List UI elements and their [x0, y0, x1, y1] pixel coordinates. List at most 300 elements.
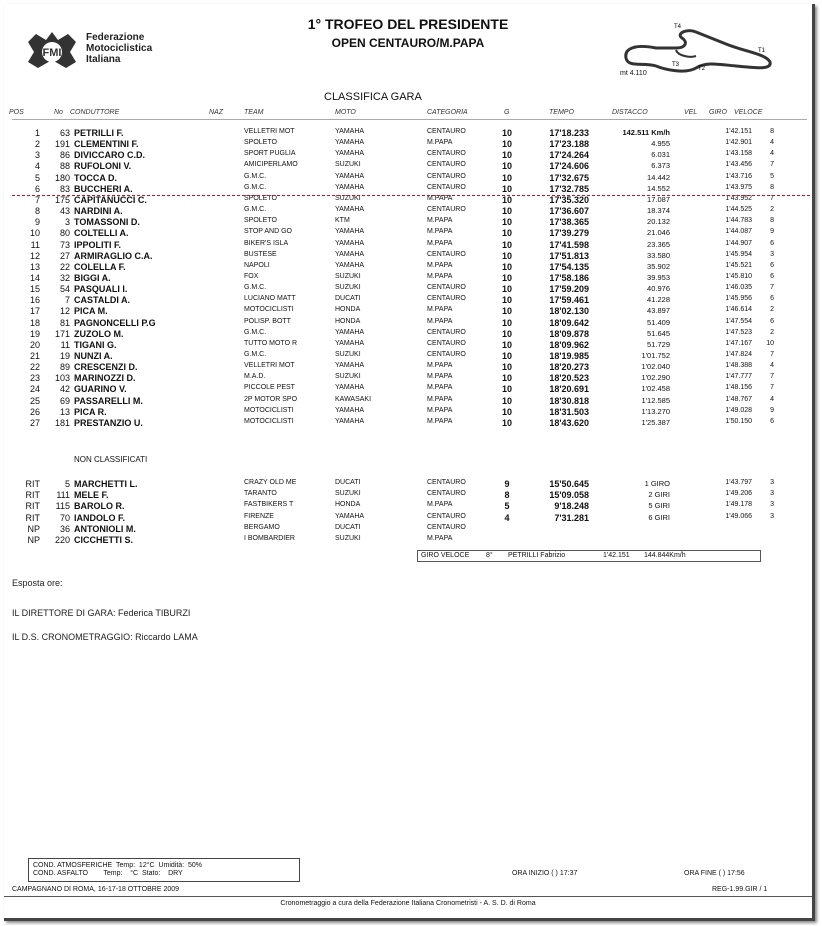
cell-gap: 14.442 [647, 172, 670, 182]
turn-t4: T4 [674, 24, 682, 30]
cell-time: 17'54.135 [549, 261, 589, 272]
cell-best-lap-number: 7 [770, 284, 774, 292]
cell-gap: 1'02.458 [641, 384, 670, 394]
cell-best-lap: 1'47.554 [725, 317, 752, 325]
cell-best-lap-number: 8 [770, 128, 774, 135]
cell-team: AMICIPERLAMO [244, 161, 298, 169]
cell-number: 32 [59, 272, 70, 283]
cell-position: RIT [25, 479, 40, 489]
cell-driver: PETRILLI F. [74, 128, 124, 138]
cell-best-lap: 1'43.456 [725, 161, 752, 169]
section-title: CLASSIFICA GARA [324, 91, 422, 103]
cell-gap: 35.902 [647, 261, 670, 271]
cell-best-lap: 1'43.975 [725, 183, 752, 191]
cell-category: M.PAPA [427, 317, 453, 325]
cell-best-lap: 1'45.810 [725, 272, 752, 280]
cell-driver: PAGNONCELLI P.G [74, 317, 156, 328]
cell-moto: YAMAHA [335, 328, 365, 336]
cell-gap: 14.552 [647, 183, 670, 193]
cell-driver: ZUZOLO M. [74, 328, 124, 339]
cell-best-lap-number: 3 [770, 501, 774, 509]
table-row [4, 173, 812, 183]
cell-best-lap-number: 6 [770, 317, 774, 325]
cell-position: 16 [29, 295, 40, 306]
cell-moto: YAMAHA [335, 139, 365, 147]
table-row [4, 240, 812, 250]
table-row [4, 396, 812, 406]
cell-number: 3 [64, 217, 70, 228]
cell-time: 18'19.985 [549, 351, 589, 361]
cell-position: RIT [25, 490, 40, 501]
cell-moto: YAMAHA [335, 128, 365, 135]
cell-team: SPORT PUGLIA [244, 150, 296, 158]
cell-team: MOTOCICLISTI [244, 406, 294, 414]
cell-moto: YAMAHA [335, 261, 365, 269]
cell-gap: 6.373 [651, 161, 670, 171]
cell-gap: 5 GIRI [648, 501, 670, 511]
turn-t2: T2 [698, 66, 706, 72]
table-row [4, 490, 812, 500]
cell-moto: YAMAHA [335, 239, 365, 247]
cell-driver: BUCCHERI A. [74, 183, 133, 194]
cell-best-lap: 1'45.521 [725, 261, 752, 269]
cell-position: 25 [29, 395, 40, 406]
cell-category: M.PAPA [427, 417, 453, 425]
cell-laps: 10 [501, 328, 512, 339]
header-moto: MOTO [335, 109, 356, 116]
cell-best-lap-number: 4 [770, 150, 774, 158]
cell-driver: IANDOLO F. [74, 512, 125, 523]
cell-team: VELLETRI MOT [244, 128, 295, 135]
table-row [4, 184, 812, 194]
cell-time: 7'31.281 [554, 512, 589, 523]
cell-gap: 23.365 [647, 239, 670, 249]
cell-number: 191 [54, 139, 70, 150]
fastest-lap-speed: 144.844Km/h [644, 552, 686, 559]
cell-gap: 20.132 [647, 217, 670, 227]
cell-position: 6 [34, 183, 40, 194]
cell-time: 17'35.320 [549, 194, 589, 205]
cell-team: G.M.C. [244, 172, 267, 180]
cell-best-lap: 1'45.954 [725, 250, 752, 258]
cell-number: 73 [59, 239, 70, 250]
cell-position: 12 [29, 250, 40, 261]
table-row [4, 318, 812, 328]
cell-gap: 40.976 [647, 284, 670, 294]
cell-driver: PRESTANZIO U. [74, 417, 143, 428]
cell-position: RIT [25, 501, 40, 512]
cell-number: 22 [59, 261, 70, 272]
cell-time: 18'43.620 [549, 417, 589, 428]
cell-time: 17'18.233 [549, 128, 589, 138]
cell-position: 11 [30, 239, 40, 250]
cell-driver: BIGGI A. [74, 272, 111, 283]
cell-team: 2P MOTOR SPO [244, 395, 298, 403]
federation-line2: Motociclistica [86, 43, 153, 54]
cell-gap: 1'25.387 [641, 417, 670, 427]
cell-category: M.PAPA [427, 384, 453, 392]
cell-time: 18'09.962 [549, 339, 589, 350]
cell-number: 54 [59, 284, 70, 295]
cell-time: 18'20.523 [549, 373, 589, 384]
document-reference: REG-1.99.GIR / 1 [712, 886, 768, 893]
cell-laps: 10 [501, 339, 512, 350]
cell-category: M.PAPA [427, 272, 453, 280]
cell-best-lap-number: 6 [770, 417, 774, 425]
cell-laps: 4 [504, 512, 510, 523]
cell-moto: YAMAHA [335, 512, 365, 520]
cell-best-lap: 1'43.716 [725, 172, 752, 180]
cell-best-lap: 1'46.035 [725, 284, 752, 292]
cell-moto: SUZUKI [335, 194, 361, 202]
cell-team: CRAZY OLD ME [244, 479, 297, 486]
cell-number: 5 [64, 479, 70, 489]
cell-best-lap-number: 3 [770, 250, 774, 258]
cell-category: M.PAPA [427, 362, 453, 370]
cell-position: 22 [29, 362, 40, 373]
cell-driver: PASSARELLI M. [74, 395, 143, 406]
cell-moto: KAWASAKI [335, 395, 372, 403]
cell-moto: HONDA [335, 501, 361, 509]
cell-gap: 1 GIRO [644, 479, 670, 488]
cell-best-lap-number: 6 [770, 272, 774, 280]
cell-category: M.PAPA [427, 373, 453, 381]
cell-team: FIRENZE [244, 512, 274, 520]
cell-best-lap-number: 9 [770, 228, 774, 236]
cell-position: 14 [29, 272, 40, 283]
cell-number: 27 [59, 250, 70, 261]
track-conditions: COND. ASFALTO Temp: °C Stato: DRY [33, 870, 183, 877]
table-row [4, 418, 812, 428]
federation-line1: Federazione [86, 32, 145, 43]
cell-moto: SUZUKI [335, 373, 361, 381]
cell-moto: SUZUKI [335, 161, 361, 169]
timekeeping-director: IL D.S. CRONOMETRAGGIO: Riccardo LAMA [12, 632, 198, 642]
cell-best-lap-number: 3 [770, 479, 774, 486]
cell-best-lap: 1'47.824 [725, 351, 752, 358]
cell-number: 43 [59, 206, 70, 217]
cell-category: M.PAPA [427, 261, 453, 269]
cell-number: 13 [59, 406, 70, 417]
cell-best-lap-number: 4 [770, 362, 774, 370]
cell-driver: MARCHETTI L. [74, 479, 138, 489]
cell-laps: 10 [501, 317, 512, 328]
cell-driver: PICA M. [74, 306, 108, 317]
cell-moto: YAMAHA [335, 228, 365, 236]
cell-number: 89 [59, 362, 70, 373]
cell-laps: 10 [501, 250, 512, 261]
start-time: ORA INIZIO ( ) 17:37 [512, 870, 578, 877]
cell-position: 4 [34, 161, 40, 172]
cell-best-lap: 1'43.797 [725, 479, 752, 486]
cell-number: 70 [59, 512, 70, 523]
cell-team: PICCOLE PEST [244, 384, 295, 392]
track-length: mt 4.110 [620, 70, 647, 77]
cell-best-lap-number: 3 [770, 490, 774, 498]
cell-laps: 10 [501, 395, 512, 406]
cell-gap: 1'02.290 [641, 373, 670, 383]
cell-category: CENTAURO [427, 206, 466, 214]
table-row [4, 228, 812, 238]
cell-moto: SUZUKI [335, 535, 361, 542]
cell-moto: HONDA [335, 306, 361, 314]
cell-category: M.PAPA [427, 228, 453, 236]
cell-driver: CASTALDI A. [74, 295, 130, 306]
cell-best-lap: 1'49.066 [725, 512, 752, 520]
cell-best-lap: 1'43.158 [725, 150, 752, 158]
cell-team: MOTOCICLISTI [244, 306, 294, 314]
cell-category: CENTAURO [427, 479, 466, 486]
cell-best-lap-number: 6 [770, 261, 774, 269]
table-row [4, 139, 812, 149]
cell-number: 175 [54, 194, 70, 205]
cell-team: TUTTO MOTO R [244, 339, 298, 347]
cell-gap: 43.897 [647, 306, 670, 316]
cell-laps: 10 [501, 228, 512, 239]
cell-moto: YAMAHA [335, 206, 365, 214]
red-dashed-line [12, 195, 810, 196]
header-lap: GIRO [709, 109, 727, 116]
cell-number: 7 [64, 295, 70, 306]
cell-driver: NARDINI A. [74, 206, 123, 217]
cell-position: 17 [29, 306, 40, 317]
footer-credit: Cronometraggio a cura della Federazione Italiana Cronometristi - A. S. D. di Roma [280, 900, 536, 907]
cell-best-lap-number: 10 [766, 339, 774, 347]
fastest-lap-pos: 8° [486, 552, 493, 559]
cell-category: CENTAURO [427, 512, 466, 520]
cell-time: 17'58.186 [549, 272, 589, 283]
cell-best-lap-number: 6 [770, 239, 774, 247]
cell-number: 19 [59, 351, 70, 361]
table-row [4, 329, 812, 339]
cell-position: NP [27, 535, 40, 545]
cell-category: CENTAURO [427, 328, 466, 336]
cell-time: 15'09.058 [549, 490, 589, 501]
table-row [4, 150, 812, 160]
cell-laps: 9 [504, 479, 510, 489]
cell-best-lap-number: 8 [770, 217, 774, 225]
cell-time: 9'18.248 [554, 501, 589, 512]
cell-laps: 10 [501, 362, 512, 373]
weather-conditions: COND. ATMOSFERICHE Temp: 12°C Umidità: 50% [33, 862, 203, 869]
cell-driver: RUFOLONI V. [74, 161, 132, 172]
cell-time: 18'02.130 [549, 306, 589, 317]
cell-moto: YAMAHA [335, 172, 365, 180]
cell-driver: CRESCENZI D. [74, 362, 138, 373]
cell-gap: 1'02.040 [641, 362, 670, 372]
cell-position: 27 [29, 417, 40, 428]
table-row [4, 295, 812, 305]
cell-category: CENTAURO [427, 183, 466, 191]
cell-gap: 2 GIRI [648, 490, 670, 500]
cell-category: CENTAURO [427, 523, 466, 531]
cell-moto: YAMAHA [335, 150, 365, 158]
header-g: G [504, 109, 510, 116]
non-classified-label: NON CLASSIFICATI [74, 455, 148, 464]
cell-driver: COLTELLI A. [74, 228, 129, 239]
cell-laps: 10 [501, 417, 512, 428]
cell-laps: 10 [501, 150, 512, 161]
cell-number: 111 [56, 490, 70, 501]
cell-time: 17'38.365 [549, 217, 589, 228]
fastest-lap-driver: PETRILLI Fabrizio [508, 552, 566, 559]
cell-gap: 39.953 [647, 272, 670, 282]
federation-line3: Italiana [86, 54, 121, 65]
cell-position: 13 [29, 261, 40, 272]
cell-position: NP [27, 523, 40, 534]
end-time: ORA FINE ( ) 17:56 [684, 870, 745, 877]
table-row [4, 251, 812, 261]
cell-laps: 10 [501, 295, 512, 306]
cell-position: 9 [34, 217, 40, 228]
cell-number: 220 [54, 535, 70, 545]
cell-category: M.PAPA [427, 535, 453, 542]
cell-category: M.PAPA [427, 194, 453, 202]
cell-driver: MELE F. [74, 490, 109, 501]
cell-position: 8 [34, 206, 40, 217]
cell-best-lap: 1'47.523 [725, 328, 752, 336]
cell-team: G.M.C. [244, 351, 267, 358]
cell-laps: 10 [501, 161, 512, 172]
table-row [4, 161, 812, 171]
cell-category: CENTAURO [427, 295, 466, 303]
cell-time: 17'36.607 [549, 206, 589, 217]
cell-best-lap-number: 4 [770, 139, 774, 147]
cell-team: BUSTESE [244, 250, 277, 258]
cell-number: 86 [59, 150, 70, 161]
cell-best-lap: 1'49.178 [725, 501, 752, 509]
header-time: TEMPO [549, 109, 574, 116]
cell-driver: TIGANI G. [74, 339, 117, 350]
cell-moto: SUZUKI [335, 351, 361, 358]
cell-time: 17'23.188 [549, 139, 589, 150]
cell-position: 20 [29, 339, 40, 350]
table-row [4, 384, 812, 394]
turn-t3: T3 [672, 62, 680, 68]
cell-best-lap-number: 7 [770, 384, 774, 392]
header-driver: CONDUTTORE [70, 109, 120, 116]
table-row [4, 513, 812, 523]
cell-number: 88 [59, 161, 70, 172]
cell-number: 171 [54, 328, 70, 339]
cell-category: M.PAPA [427, 239, 453, 247]
cell-driver: CLEMENTINI F. [74, 139, 139, 150]
header-no: No [54, 109, 63, 116]
cell-number: 11 [60, 339, 70, 350]
cell-best-lap: 1'42.151 [725, 128, 752, 135]
fastest-lap-time: 1'42.151 [603, 552, 630, 559]
cell-time: 17'32.675 [549, 172, 589, 183]
cell-moto: YAMAHA [335, 183, 365, 191]
table-row [4, 351, 812, 361]
cell-best-lap-number: 7 [770, 161, 774, 169]
cell-team: FASTBIKERS T [244, 501, 294, 509]
cell-gap: 6.031 [651, 150, 670, 160]
cell-team: LUCIANO MATT [244, 295, 296, 303]
cell-position: 1 [34, 128, 40, 138]
cell-laps: 10 [501, 239, 512, 250]
cell-moto: SUZUKI [335, 284, 361, 292]
cell-time: 18'30.818 [549, 395, 589, 406]
cell-team: STOP AND GO [244, 228, 292, 236]
cell-number: 80 [59, 228, 70, 239]
cell-driver: IPPOLITI F. [74, 239, 122, 250]
cell-driver: ANTONIOLI M. [74, 523, 136, 534]
cell-number: 69 [59, 395, 70, 406]
cell-moto: DUCATI [335, 295, 361, 303]
cell-best-lap: 1'47.777 [725, 373, 752, 381]
cell-best-lap-number: 7 [770, 351, 774, 358]
cell-time: 17'32.785 [549, 183, 589, 194]
cell-laps: 10 [501, 183, 512, 194]
cell-category: CENTAURO [427, 351, 466, 358]
cell-gap: 6 GIRI [648, 512, 670, 522]
table-row [4, 217, 812, 227]
table-row [4, 195, 812, 205]
page-title: 1° TROFEO DEL PRESIDENTE [307, 16, 509, 32]
cell-team: POLISP. BOTT [244, 317, 291, 325]
cell-laps: 10 [501, 406, 512, 417]
table-row [4, 340, 812, 350]
cell-best-lap-number: 2 [770, 206, 774, 214]
page-subtitle: OPEN CENTAURO/M.PAPA [331, 36, 485, 50]
cell-number: 81 [59, 317, 70, 328]
cell-driver: DIVICCARO C.D. [74, 150, 146, 161]
cell-driver: GUARINO V. [74, 384, 127, 395]
cell-best-lap-number: 5 [770, 172, 774, 180]
fastest-lap-label: GIRO VELOCE [421, 552, 470, 559]
cell-best-lap: 1'50.150 [725, 417, 752, 425]
cell-driver: MARINOZZI D. [74, 373, 136, 384]
cell-laps: 10 [501, 272, 512, 283]
cell-gap: 41.228 [647, 295, 670, 305]
cell-driver: NUNZI A. [74, 351, 113, 361]
cell-best-lap: 1'44.907 [725, 239, 752, 247]
cell-moto: YAMAHA [335, 362, 365, 370]
cell-time: 18'31.503 [549, 406, 589, 417]
cell-laps: 10 [501, 139, 512, 150]
cell-best-lap: 1'48.388 [725, 362, 752, 370]
cell-laps: 10 [501, 284, 512, 295]
cell-team: TARANTO [244, 490, 277, 498]
fastest-lap-box [417, 550, 761, 562]
cell-position: 2 [34, 139, 40, 150]
cell-position: 5 [34, 172, 40, 183]
cell-driver: COLELLA F. [74, 261, 126, 272]
cell-best-lap-number: 2 [770, 306, 774, 314]
cell-best-lap-number: 2 [770, 328, 774, 336]
cell-gap: 17.087 [647, 194, 670, 204]
cell-position: 15 [29, 284, 40, 295]
table-row [4, 407, 812, 417]
cell-category: M.PAPA [427, 395, 453, 403]
cell-laps: 10 [501, 351, 512, 361]
cell-category: CENTAURO [427, 172, 466, 180]
cell-category: CENTAURO [427, 490, 466, 498]
cell-moto: SUZUKI [335, 272, 361, 280]
cell-position: 10 [29, 228, 40, 239]
cell-time: 18'09.878 [549, 328, 589, 339]
cell-time: 17'59.209 [549, 284, 589, 295]
cell-driver: TOMASSONI D. [74, 217, 140, 228]
cell-category: CENTAURO [427, 250, 466, 258]
cell-best-lap-number: 9 [770, 406, 774, 414]
cell-time: 18'20.691 [549, 384, 589, 395]
footer-divider [4, 896, 812, 897]
table-row [4, 535, 812, 545]
cell-laps: 10 [501, 172, 512, 183]
cell-laps: 10 [501, 373, 512, 384]
